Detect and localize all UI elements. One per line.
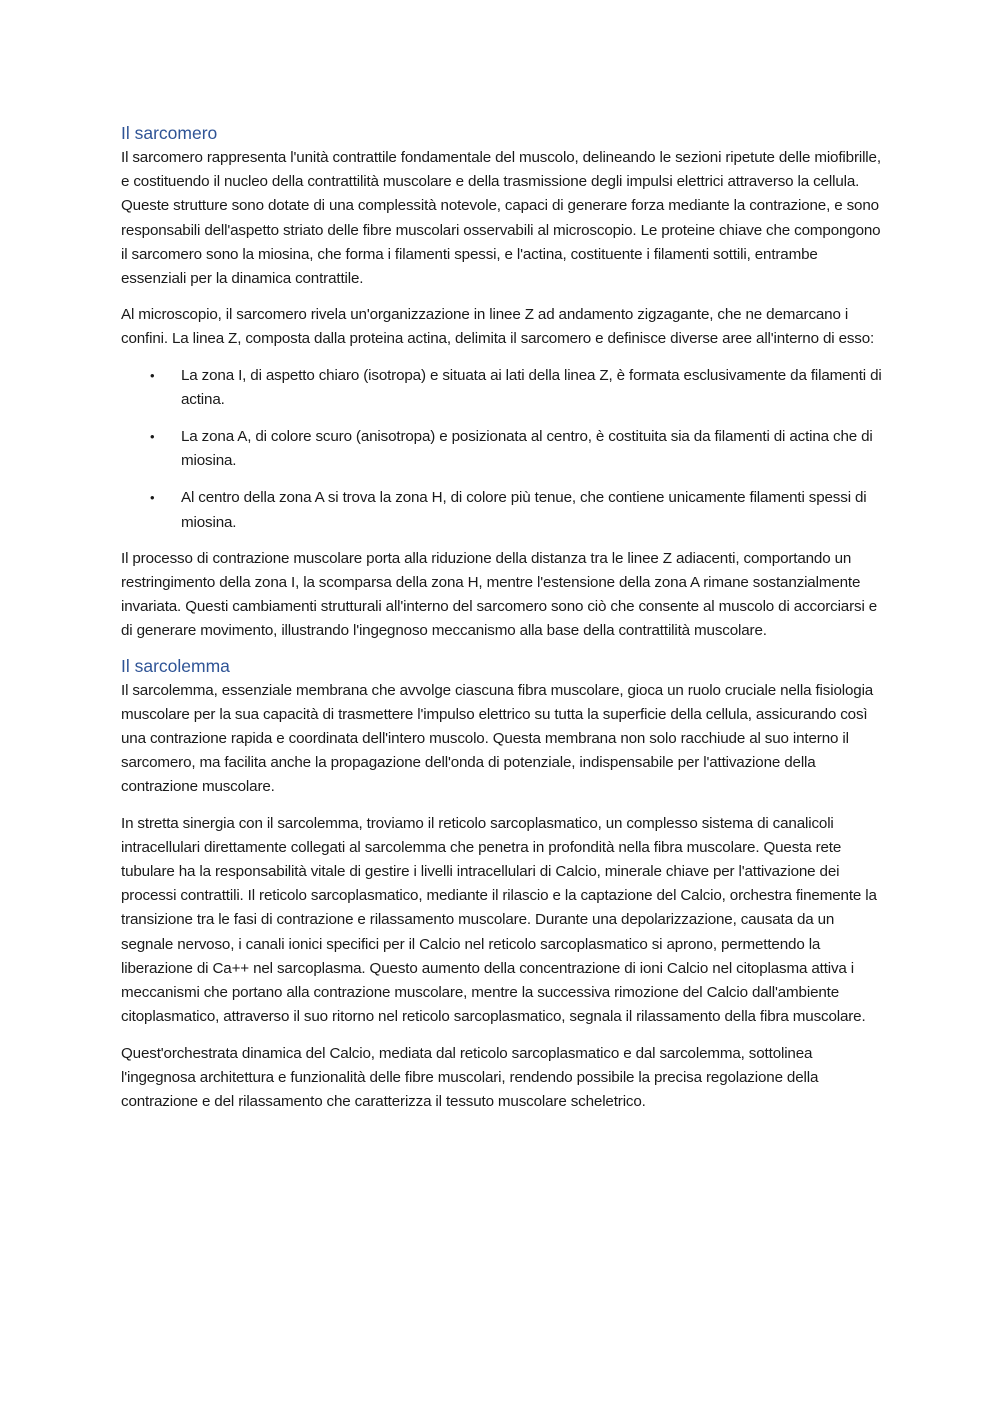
document-page [121, 120, 886, 1114]
list-item [150, 364, 886, 412]
paragraph-sarcomero-contrazione: Il processo di contrazione muscolare porta alla riduzione della distanza tra le linee Z adiacenti, comportando un restringimento della zona I, la scomparsa della zona H, mentre l'estensione della zona A rimane sostanzialmente invariata. Questi cambiamenti strutturali all'interno del sarcomero sono ciò che consente al muscolo di accorciarsi e di generare movimento, illustrando l'ingegnoso meccanismo alla base della contrattilità muscolare. [121, 549, 878, 640]
heading-sarcomero: Il sarcomero [121, 123, 218, 143]
bullet-icon: • [150, 367, 155, 383]
heading-sarcolemma: Il sarcolemma [121, 655, 230, 676]
paragraph-sarcolemma-intro: Il sarcolemma, essenziale membrana che avvolge ciascuna fibra muscolare, gioca un ruolo cruciale nella fisiologia muscolare per la sua capacità di trasmettere l'impulso elettrico su tutta la superficie della cellula, assicurando così una contrazione rapida e coordinata dell'intero muscolo. Questa membrana non solo racchiude al suo interno il sarcomero, ma facilita anche la propagazione dell'onda di potenziale, indispensabile per l'attivazione della contrazione muscolare. [121, 681, 874, 796]
list-item [150, 486, 886, 534]
bullet-list-zone [121, 364, 886, 535]
list-item-text: La zona A, di colore scuro (anisotropa) e posizionata al centro, è costituita sia da filamenti di actina che di miosina. [181, 428, 873, 470]
list-item-text: Al centro della zona A si trova la zona H, di colore più tenue, che contiene unicamente filamenti spessi di miosina. [181, 489, 867, 531]
paragraph-reticolo-sarcoplasmatico: In stretta sinergia con il sarcolemma, troviamo il reticolo sarcoplasmatico, un complesso sistema di canalicoli intracellulari direttamente collegati al sarcolemma che penetra in profondità nella fibra muscolare. Questa rete tubulare ha la responsabilità vitale di gestire i livelli intracellulari di Calcio, minerale chiave per l'attivazione dei processi contrattili. Il reticolo sarcoplasmatico, mediante il rilascio e la captazione del Calcio, orchestra finemente la transizione tra le fasi di contrazione e rilassamento muscolare. Durante una depolarizzazione, causata da un segnale nervoso, i canali ionici specifici per il Calcio nel reticolo sarcoplasmatico si aprono, permettendo la liberazione di Ca++ nel sarcoplasma. Questo aumento della concentrazione di ioni Calcio nel citoplasma attiva i meccanismi che portano alla contrazione muscolare, mentre la successiva rimozione del Calcio dall'ambiente citoplasmatico, attraverso il suo ritorno nel reticolo sarcoplasmatico, segnala il rilassamento della fibra muscolare. [121, 814, 877, 1026]
paragraph-sarcomero-intro: Il sarcomero rappresenta l'unità contrattile fondamentale del muscolo, delineando le sezioni ripetute delle miofibrille, e costituendo il nucleo della contrattilità muscolare e della trasmissione degli impulsi elettrici attraverso la cellula. Queste strutture sono dotate di una complessità notevole, capaci di generare forza mediante la contrazione, e sono responsabili dell'aspetto striato delle fibre muscolari osservabili al microscopio. Le proteine chiave che compongono il sarcomero sono la miosina, che forma i filamenti spessi, e l'actina, costituente i filamenti sottili, entrambe essenziali per la dinamica contrattile. [121, 149, 881, 288]
paragraph-sarcomero-microscopio: Al microscopio, il sarcomero rivela un'organizzazione in linee Z ad andamento zigzagante, che ne demarcano i confini. La linea Z, composta dalla proteina actina, delimita il sarcomero e definisce diverse aree all'interno di esso: [121, 306, 875, 348]
paragraph-dinamica-calcio: Quest'orchestrata dinamica del Calcio, mediata dal reticolo sarcoplasmatico e dal sarcolemma, sottolinea l'ingegnosa architettura e funzionalità delle fibre muscolari, rendendo possibile la precisa regolazione della contrazione e del rilassamento che caratterizza il tessuto muscolare scheletrico. [121, 1044, 819, 1110]
list-item [150, 425, 886, 473]
list-item-text: La zona I, di aspetto chiaro (isotropa) e situata ai lati della linea Z, è formata esclusivamente da filamenti di actina. [181, 366, 882, 408]
bullet-icon: • [150, 490, 155, 506]
bullet-icon: • [150, 429, 155, 445]
